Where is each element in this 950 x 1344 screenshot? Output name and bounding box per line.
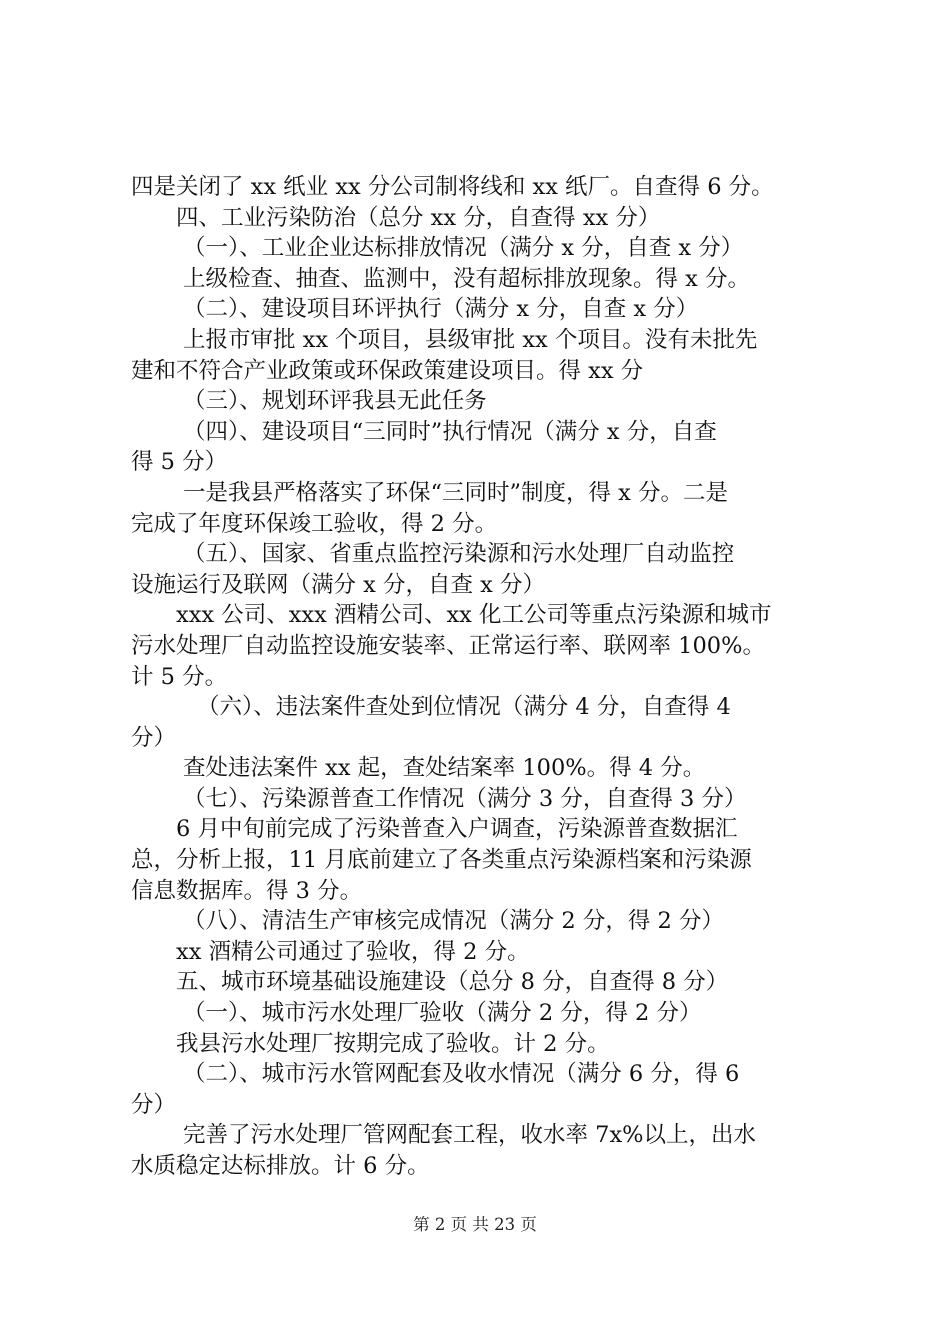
text-line: 一是我县严格落实了环保“三同时”制度，得 x 分。二是 [183,479,728,506]
text-line: 四是关闭了 xx 纸业 xx 分公司制将线和 xx 纸厂。自查得 6 分。 [131,174,774,200]
text-line: xx 酒精公司通过了验收，得 2 分。 [176,938,530,965]
text-line: （八）、清洁生产审核完成情况（满分 2 分，得 2 分） [183,908,724,935]
text-line: 总，分析上报，11 月底前建立了各类重点污染源档案和污染源 [131,847,752,874]
text-line: xxx 公司、xxx 酒精公司、xx 化工公司等重点污染源和城市 [176,602,772,629]
text-line: 分） [131,724,177,751]
text-line: 得 5 分） [131,449,228,476]
text-line: 分） [131,1091,177,1118]
text-line: 五、城市环境基础设施建设（总分 8 分，自查得 8 分） [176,969,729,996]
text-line: （一）、城市污水处理厂验收（满分 2 分，得 2 分） [183,1000,702,1027]
text-line: （三）、规划环评我县无此任务 [183,388,487,415]
text-line: 四、工业污染防治（总分 xx 分，自查得 xx 分） [176,204,661,231]
text-line: 6 月中旬前完成了污染普查入户调查，污染源普查数据汇 [176,816,738,843]
text-line: （五）、国家、省重点监控污染源和污水处理厂自动监控 [183,541,735,568]
text-line: （四）、建设项目“三同时”执行情况（满分 x 分，自查 [183,418,717,445]
text-line: （二）、城市污水管网配套及收水情况（满分 6 分，得 6 [183,1061,740,1088]
text-line: 上级检查、抽查、监测中，没有超标排放现象。得 x 分。 [183,265,750,292]
text-line: 查处违法案件 xx 起，查处结案率 100%。得 4 分。 [183,755,706,782]
text-line: （二）、建设项目环评执行（满分 x 分，自查 x 分） [183,296,699,323]
text-line: 建和不符合产业政策或环保政策建设项目。得 xx 分 [131,357,644,384]
text-line: 计 5 分。 [131,663,228,690]
text-line: （六）、违法案件查处到位情况（满分 4 分，自查得 4 [197,694,731,721]
text-line: （七）、污染源普查工作情况（满分 3 分，自查得 3 分） [183,785,747,812]
page-footer: 第 2 页 共 23 页 [413,1215,537,1234]
text-line: 我县污水处理厂按期完成了验收。计 2 分。 [176,1030,610,1057]
text-line: 水质稳定达标排放。计 6 分。 [131,1153,430,1179]
text-line: 污水处理厂自动监控设施安装率、正常运行率、联网率 100%。 [131,632,765,659]
text-line: 完善了污水处理厂管网配套工程，收水率 7x%以上，出水 [183,1122,757,1149]
text-line: 设施运行及联网（满分 x 分，自查 x 分） [131,571,545,598]
text-line: 上报市审批 xx 个项目，县级审批 xx 个项目。没有未批先 [183,326,758,353]
text-line: （一）、工业企业达标排放情况（满分 x 分，自查 x 分） [183,235,744,262]
document-body [131,172,831,1182]
text-line: 完成了年度环保竣工验收，得 2 分。 [131,510,498,537]
text-line: 信息数据库。得 3 分。 [131,877,363,904]
